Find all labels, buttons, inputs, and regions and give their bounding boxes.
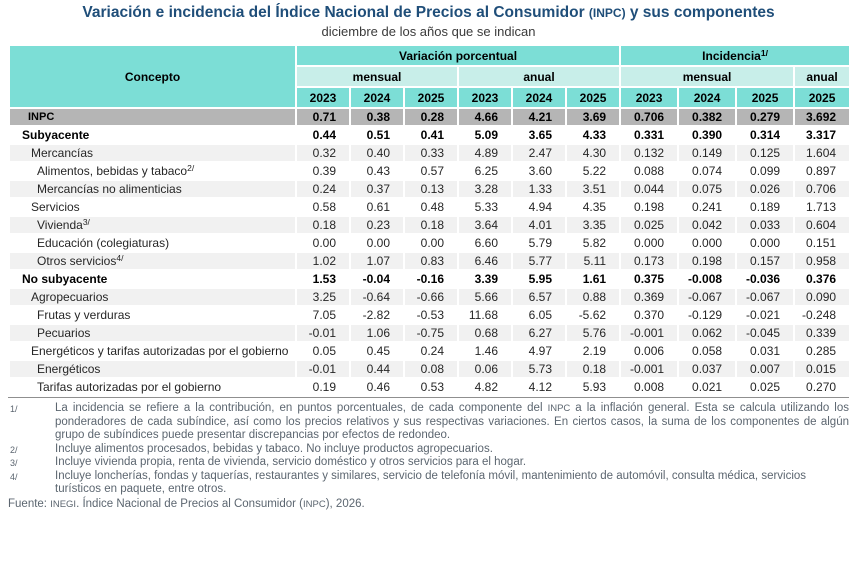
value-cell: 0.390 xyxy=(678,126,736,144)
value-cell: 3.317 xyxy=(794,126,850,144)
source-label: Fuente: xyxy=(8,497,51,510)
value-cell: 0.958 xyxy=(794,252,850,270)
value-cell: 0.44 xyxy=(350,360,404,378)
footnote-3 xyxy=(8,456,849,470)
value-cell: 0.090 xyxy=(794,288,850,306)
column-subgroup-header: mensual xyxy=(296,66,458,87)
value-cell: 0.044 xyxy=(620,180,678,198)
value-cell: 0.58 xyxy=(296,198,350,216)
value-cell: 0.68 xyxy=(458,324,512,342)
value-cell: 0.39 xyxy=(296,162,350,180)
value-cell: 5.22 xyxy=(566,162,620,180)
value-cell: 0.198 xyxy=(678,252,736,270)
value-cell: -0.16 xyxy=(404,270,458,288)
value-cell: 3.25 xyxy=(296,288,350,306)
value-cell: 5.66 xyxy=(458,288,512,306)
value-cell: 0.157 xyxy=(736,252,794,270)
value-cell: 5.77 xyxy=(512,252,566,270)
footnote-4 xyxy=(8,470,849,497)
value-cell: 6.27 xyxy=(512,324,566,342)
footnote-1-text-end: a la inflación general. Esta se calcula utilizando los ponderadores de cada subíndice, así como los precios relativos y sus respectivas variaciones. En ciertos casos, la suma de los componentes de algún grupo de subíndices puede presentar discrepancias por efectos de redondeo. xyxy=(55,402,849,441)
table-row xyxy=(9,324,850,342)
row-label: Tarifas autorizadas por el gobierno xyxy=(9,378,296,396)
table-row xyxy=(9,360,850,378)
value-cell: 6.60 xyxy=(458,234,512,252)
value-cell: 0.33 xyxy=(404,144,458,162)
value-cell: 6.05 xyxy=(512,306,566,324)
value-cell: -0.036 xyxy=(736,270,794,288)
value-cell: 5.33 xyxy=(458,198,512,216)
column-group-header: Incidencia$^{1/}$ xyxy=(620,45,850,66)
value-cell: 0.40 xyxy=(350,144,404,162)
value-cell: 5.79 xyxy=(512,234,566,252)
table-row xyxy=(9,162,850,180)
value-cell: -0.067 xyxy=(678,288,736,306)
table-row xyxy=(9,198,850,216)
table-row xyxy=(9,216,850,234)
value-cell: 4.82 xyxy=(458,378,512,396)
value-cell: 0.376 xyxy=(794,270,850,288)
footnote-marker: 4/ xyxy=(10,471,18,482)
value-cell: 0.382 xyxy=(678,108,736,126)
row-label: Vivienda$^{3/}$ xyxy=(9,216,296,234)
value-cell: -0.64 xyxy=(350,288,404,306)
row-label: Mercancías xyxy=(9,144,296,162)
table-row xyxy=(9,342,850,360)
value-cell: 1.604 xyxy=(794,144,850,162)
value-cell: -0.248 xyxy=(794,306,850,324)
value-cell: -0.021 xyxy=(736,306,794,324)
row-label: Educación (colegiaturas) xyxy=(9,234,296,252)
value-cell: 0.53 xyxy=(404,378,458,396)
value-cell: 5.95 xyxy=(512,270,566,288)
value-cell: 0.706 xyxy=(620,108,678,126)
table-row xyxy=(9,108,850,126)
value-cell: 3.64 xyxy=(458,216,512,234)
row-label: Alimentos, bebidas y tabaco$^{2/}$ xyxy=(9,162,296,180)
value-cell: 4.12 xyxy=(512,378,566,396)
table-row xyxy=(9,288,850,306)
value-cell: 4.97 xyxy=(512,342,566,360)
value-cell: 0.000 xyxy=(678,234,736,252)
value-cell: 4.33 xyxy=(566,126,620,144)
value-cell: 0.83 xyxy=(404,252,458,270)
value-cell: 0.026 xyxy=(736,180,794,198)
row-label: Frutas y verduras xyxy=(9,306,296,324)
value-cell: 0.51 xyxy=(350,126,404,144)
row-label: INPC xyxy=(9,108,296,126)
value-cell: 0.370 xyxy=(620,306,678,324)
value-cell: 0.132 xyxy=(620,144,678,162)
value-cell: 3.28 xyxy=(458,180,512,198)
value-cell: -0.66 xyxy=(404,288,458,306)
value-cell: 0.021 xyxy=(678,378,736,396)
value-cell: 0.32 xyxy=(296,144,350,162)
value-cell: -0.001 xyxy=(620,360,678,378)
value-cell: 0.61 xyxy=(350,198,404,216)
value-cell: 0.88 xyxy=(566,288,620,306)
year-header: 2023 xyxy=(620,87,678,108)
value-cell: 5.82 xyxy=(566,234,620,252)
source-line xyxy=(8,498,849,512)
value-cell: 1.33 xyxy=(512,180,566,198)
column-subgroup-header: anual xyxy=(794,66,850,87)
value-cell: 0.23 xyxy=(350,216,404,234)
footnote-marker: 1/ xyxy=(10,404,18,414)
value-cell: 5.11 xyxy=(566,252,620,270)
value-cell: 3.65 xyxy=(512,126,566,144)
value-cell: -0.01 xyxy=(296,324,350,342)
value-cell: 3.35 xyxy=(566,216,620,234)
value-cell: 4.01 xyxy=(512,216,566,234)
footnote-1 xyxy=(8,402,849,443)
row-label: Mercancías no alimenticias xyxy=(9,180,296,198)
value-cell: 0.151 xyxy=(794,234,850,252)
year-header: 2024 xyxy=(678,87,736,108)
value-cell: 0.125 xyxy=(736,144,794,162)
source-text-end: ), 2026. xyxy=(325,497,365,510)
footnote-text: Incluye loncherías, fondas y taquerías, restaurantes y similares, servicio de telefonía móvil, mantenimiento de automóvil, consulta médica, servicios turísticos en paquete, entre otros. xyxy=(55,469,807,495)
value-cell: 4.66 xyxy=(458,108,512,126)
value-cell: 0.149 xyxy=(678,144,736,162)
table-row xyxy=(9,378,850,396)
footnote-1-text: La incidencia se refiere a la contribución, en puntos porcentuales, de cada componente del xyxy=(55,402,548,414)
page-subtitle: diciembre de los años que se indican xyxy=(321,24,536,39)
value-cell: 4.30 xyxy=(566,144,620,162)
column-header-concepto: Concepto xyxy=(9,45,296,108)
value-cell: 0.19 xyxy=(296,378,350,396)
value-cell: 0.604 xyxy=(794,216,850,234)
value-cell: 0.031 xyxy=(736,342,794,360)
value-cell: 0.24 xyxy=(404,342,458,360)
value-cell: 0.57 xyxy=(404,162,458,180)
value-cell: -0.001 xyxy=(620,324,678,342)
value-cell: -0.008 xyxy=(678,270,736,288)
value-cell: 0.015 xyxy=(794,360,850,378)
value-cell: 0.37 xyxy=(350,180,404,198)
column-subgroup-header: anual xyxy=(458,66,620,87)
value-cell: 0.00 xyxy=(296,234,350,252)
value-cell: 0.28 xyxy=(404,108,458,126)
row-label: Agropecuarios xyxy=(9,288,296,306)
value-cell: 0.058 xyxy=(678,342,736,360)
value-cell: 3.39 xyxy=(458,270,512,288)
value-cell: 6.25 xyxy=(458,162,512,180)
value-cell: 0.000 xyxy=(620,234,678,252)
source-text: . Índice Nacional de Precios al Consumidor ( xyxy=(76,497,303,510)
column-group-header: Variación porcentual xyxy=(296,45,620,66)
value-cell: 0.279 xyxy=(736,108,794,126)
year-header: 2024 xyxy=(350,87,404,108)
value-cell: -0.04 xyxy=(350,270,404,288)
value-cell: 3.692 xyxy=(794,108,850,126)
title-text-end: y sus componentes xyxy=(625,4,775,21)
value-cell: -0.129 xyxy=(678,306,736,324)
inpc-acronym-small: INPC xyxy=(303,498,326,510)
table-row xyxy=(9,126,850,144)
value-cell: 1.46 xyxy=(458,342,512,360)
value-cell: 0.13 xyxy=(404,180,458,198)
value-cell: 0.006 xyxy=(620,342,678,360)
value-cell: 5.09 xyxy=(458,126,512,144)
value-cell: 0.099 xyxy=(736,162,794,180)
value-cell: 0.000 xyxy=(736,234,794,252)
table-row xyxy=(9,252,850,270)
row-label: No subyacente xyxy=(9,270,296,288)
value-cell: 0.05 xyxy=(296,342,350,360)
value-cell: 0.331 xyxy=(620,126,678,144)
value-cell: -2.82 xyxy=(350,306,404,324)
value-cell: 0.45 xyxy=(350,342,404,360)
year-header: 2025 xyxy=(566,87,620,108)
year-header: 2023 xyxy=(458,87,512,108)
value-cell: 0.075 xyxy=(678,180,736,198)
value-cell: 0.339 xyxy=(794,324,850,342)
table-wrapper xyxy=(8,44,849,398)
footnote-2 xyxy=(8,443,849,457)
value-cell: 0.062 xyxy=(678,324,736,342)
value-cell: 0.088 xyxy=(620,162,678,180)
value-cell: 3.60 xyxy=(512,162,566,180)
value-cell: 5.93 xyxy=(566,378,620,396)
value-cell: 4.21 xyxy=(512,108,566,126)
value-cell: 0.46 xyxy=(350,378,404,396)
footnote-text: Incluye vivienda propia, renta de vivienda, servicio doméstico y otros servicios para el hogar. xyxy=(55,456,527,468)
value-cell: 0.007 xyxy=(736,360,794,378)
table-row xyxy=(9,234,850,252)
value-cell: 1.06 xyxy=(350,324,404,342)
table-row xyxy=(9,180,850,198)
table-body xyxy=(9,108,850,396)
year-header: 2025 xyxy=(794,87,850,108)
row-label: Energéticos y tarifas autorizadas por el gobierno xyxy=(9,342,296,360)
value-cell: -0.045 xyxy=(736,324,794,342)
value-cell: 0.369 xyxy=(620,288,678,306)
inpc-table xyxy=(8,44,851,397)
page-title xyxy=(0,0,857,22)
value-cell: 0.00 xyxy=(350,234,404,252)
value-cell: 3.51 xyxy=(566,180,620,198)
value-cell: -0.53 xyxy=(404,306,458,324)
value-cell: 3.69 xyxy=(566,108,620,126)
value-cell: 2.19 xyxy=(566,342,620,360)
value-cell: 0.037 xyxy=(678,360,736,378)
value-cell: 0.033 xyxy=(736,216,794,234)
footnote-text: Incluye alimentos procesados, bebidas y tabaco. No incluye productos agropecuarios. xyxy=(55,442,493,455)
row-label: Subyacente xyxy=(9,126,296,144)
value-cell: 0.18 xyxy=(296,216,350,234)
value-cell: 0.198 xyxy=(620,198,678,216)
row-label: Energéticos xyxy=(9,360,296,378)
value-cell: -0.01 xyxy=(296,360,350,378)
value-cell: 1.07 xyxy=(350,252,404,270)
value-cell: 1.61 xyxy=(566,270,620,288)
row-label: Otros servicios$^{4/}$ xyxy=(9,252,296,270)
value-cell: 6.57 xyxy=(512,288,566,306)
value-cell: 0.48 xyxy=(404,198,458,216)
value-cell: 4.35 xyxy=(566,198,620,216)
value-cell: 0.897 xyxy=(794,162,850,180)
value-cell: 4.94 xyxy=(512,198,566,216)
year-header: 2023 xyxy=(296,87,350,108)
value-cell: 0.025 xyxy=(736,378,794,396)
value-cell: -0.067 xyxy=(736,288,794,306)
value-cell: 0.18 xyxy=(566,360,620,378)
value-cell: 0.00 xyxy=(404,234,458,252)
footnote-ref: 3/ xyxy=(82,217,90,227)
footnote-ref: 2/ xyxy=(187,163,195,173)
table-row xyxy=(9,270,850,288)
year-header: 2025 xyxy=(404,87,458,108)
value-cell: 0.41 xyxy=(404,126,458,144)
value-cell: 2.47 xyxy=(512,144,566,162)
footnote-ref: 1/ xyxy=(760,47,768,58)
title-text: Variación e incidencia del Índice Nacional de Precios al Consumidor xyxy=(82,4,589,21)
value-cell: 0.074 xyxy=(678,162,736,180)
table-row xyxy=(9,144,850,162)
table-row xyxy=(9,306,850,324)
value-cell: -5.62 xyxy=(566,306,620,324)
value-cell: 0.189 xyxy=(736,198,794,216)
value-cell: 0.042 xyxy=(678,216,736,234)
footnote-ref: 4/ xyxy=(116,253,124,263)
column-subgroup-header: mensual xyxy=(620,66,794,87)
value-cell: 0.285 xyxy=(794,342,850,360)
value-cell: 0.314 xyxy=(736,126,794,144)
value-cell: 0.270 xyxy=(794,378,850,396)
value-cell: 11.68 xyxy=(458,306,512,324)
value-cell: 0.241 xyxy=(678,198,736,216)
value-cell: 0.38 xyxy=(350,108,404,126)
table-head xyxy=(9,45,850,108)
value-cell: 0.71 xyxy=(296,108,350,126)
value-cell: 5.76 xyxy=(566,324,620,342)
footnote-marker: 2/ xyxy=(10,444,18,455)
value-cell: 0.06 xyxy=(458,360,512,378)
inpc-acronym: (INPC) xyxy=(588,6,626,20)
value-cell: 4.89 xyxy=(458,144,512,162)
value-cell: 1.02 xyxy=(296,252,350,270)
inpc-acronym-small: INPC xyxy=(547,403,571,414)
year-header: 2025 xyxy=(736,87,794,108)
footnote-marker: 3/ xyxy=(10,458,18,468)
value-cell: 0.375 xyxy=(620,270,678,288)
footnotes xyxy=(8,402,849,511)
value-cell: 7.05 xyxy=(296,306,350,324)
value-cell: 0.025 xyxy=(620,216,678,234)
footnote-text xyxy=(55,402,849,443)
value-cell: 0.43 xyxy=(350,162,404,180)
value-cell: 1.53 xyxy=(296,270,350,288)
value-cell: 0.008 xyxy=(620,378,678,396)
value-cell: 5.73 xyxy=(512,360,566,378)
value-cell: 0.173 xyxy=(620,252,678,270)
value-cell: 0.08 xyxy=(404,360,458,378)
value-cell: 0.18 xyxy=(404,216,458,234)
row-label: Pecuarios xyxy=(9,324,296,342)
value-cell: 1.713 xyxy=(794,198,850,216)
value-cell: -0.75 xyxy=(404,324,458,342)
row-label: Servicios xyxy=(9,198,296,216)
inegi-acronym: INEGI xyxy=(50,498,77,510)
value-cell: 0.24 xyxy=(296,180,350,198)
value-cell: 6.46 xyxy=(458,252,512,270)
value-cell: 0.44 xyxy=(296,126,350,144)
year-header: 2024 xyxy=(512,87,566,108)
value-cell: 0.706 xyxy=(794,180,850,198)
